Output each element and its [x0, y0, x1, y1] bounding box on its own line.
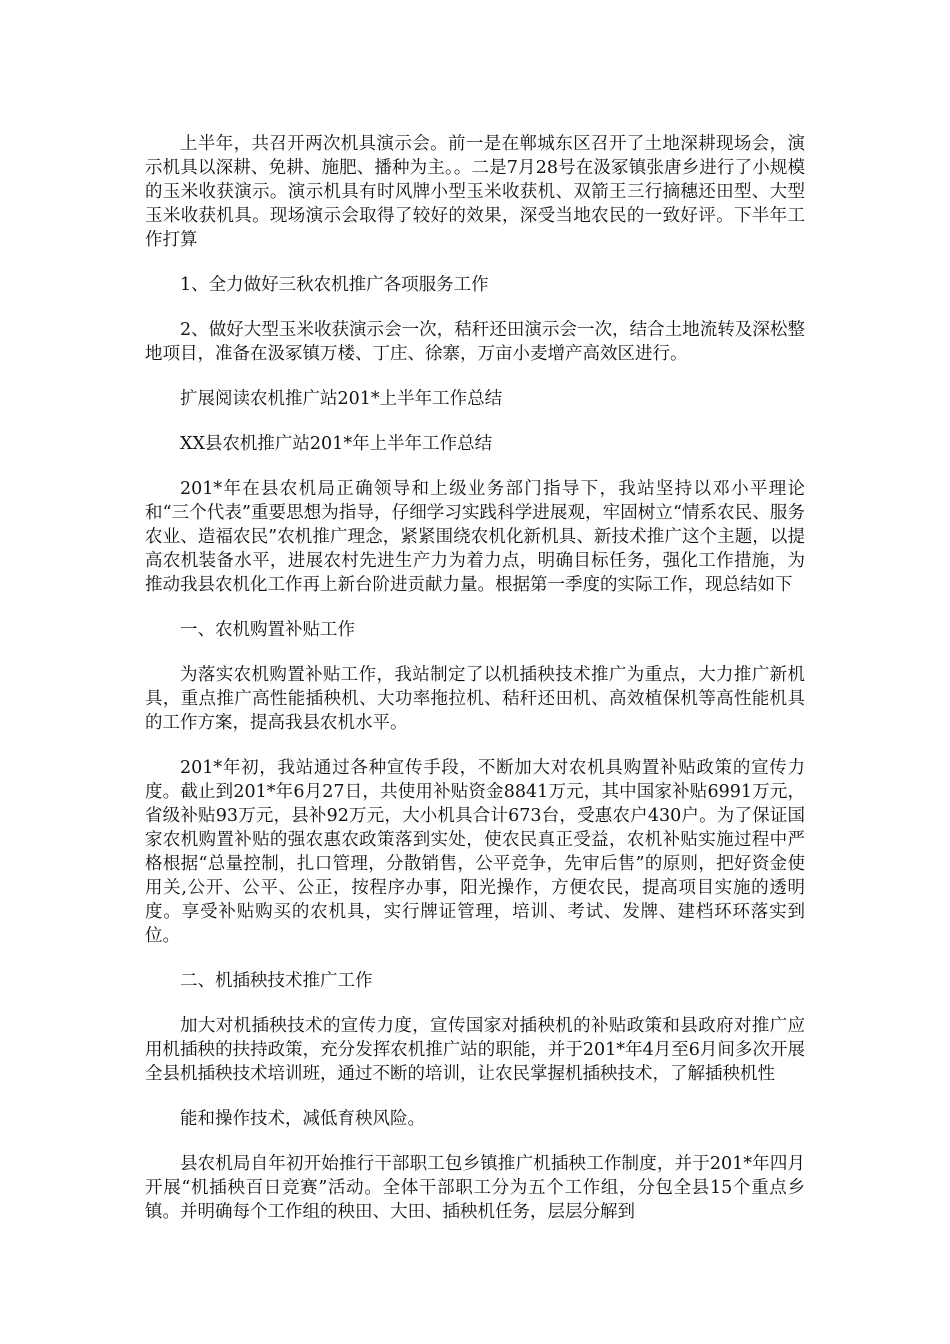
document-body — [145, 132, 805, 1245]
paragraph-5: XX县农机推广站201*年上半年工作总结 — [180, 434, 493, 454]
paragraph-12: 能和操作技术，减低育秧风险。 — [180, 1109, 425, 1129]
paragraph-2: 1、全力做好三秋农机推广各项服务工作 — [180, 275, 489, 295]
paragraph-4: 扩展阅读农机推广站201*上半年工作总结 — [180, 389, 503, 409]
paragraph-9: 201*年初，我站通过各种宣传手段，不断加大对农机具购置补贴政策的宣传力度。截止到201*年6月27日，共使用补贴资金8841万元，其中国家补贴6991万元，省级补贴93万元，县补92万元，大小机具合计673台，受惠农户430户。为了保证国家农机购置补贴的强农惠农政策落到实处，使农民真正受益，农机补贴实施过程中严格根据“总量控制，扎口管理，分散销售，公平竞争，先审后售”的原则，把好资金使用关,公开、公平、公正，按程序办事，阳光操作，方便农民，提高项目实施的透明度。享受补贴购买的农机具，实行牌证管理，培训、考试、发牌、建档环环落实到位。 — [145, 758, 805, 946]
paragraph-1: 上半年，共召开两次机具演示会。前一是在郸城东区召开了土地深耕现场会，演示机具以深耕、免耕、施肥、播种为主。。二是7月28号在汲冢镇张唐乡进行了小规模的玉米收获演示。演示机具有时风牌小型玉米收获机、双箭王三行摘穗还田型、大型玉米收获机具。现场演示会取得了较好的效果，深受当地农民的一致好评。下半年工作打算 — [145, 134, 805, 250]
paragraph-11: 加大对机插秧技术的宣传力度，宣传国家对插秧机的补贴政策和县政府对推广应用机插秧的扶持政策，充分发挥农机推广站的职能，并于201*年4月至6月间多次开展全县机插秧技术培训班，通过不断的培训，让农民掌握机插秧技术，了解插秧机性 — [145, 1016, 805, 1084]
paragraph-6: 201*年在县农机局正确领导和上级业务部门指导下，我站坚持以邓小平理论和“三个代表”重要思想为指导，仔细学习实践科学进展观，牢固树立“情系农民、服务农业、造福农民”农机推广理念，紧紧围绕农机化新机具、新技术推广这个主题，以提高农机装备水平，进展农村先进生产力为着力点，明确目标任务，强化工作措施，为推动我县农机化工作再上新台阶进贡献力量。根据第一季度的实际工作，现总结如下 — [145, 479, 805, 595]
paragraph-10: 二、机插秧技术推广工作 — [180, 971, 373, 991]
paragraph-8: 为落实农机购置补贴工作，我站制定了以机插秧技术推广为重点，大力推广新机具，重点推广高性能插秧机、大功率拖拉机、秸秆还田机、高效植保机等高性能机具的工作方案，提高我县农机水平。 — [145, 665, 805, 733]
paragraph-7: 一、农机购置补贴工作 — [180, 620, 355, 640]
paragraph-13: 县农机局自年初开始推行干部职工包乡镇推广机插秧工作制度，并于201*年四月开展“机插秧百日竞赛”活动。全体干部职工分为五个工作组，分包全县15个重点乡镇。并明确每个工作组的秧田、大田、插秧机任务，层层分解到 — [145, 1154, 805, 1222]
paragraph-3: 2、做好大型玉米收获演示会一次，秸秆还田演示会一次，结合土地流转及深松整地项目，准备在汲冢镇万楼、丁庄、徐寨，万亩小麦增产高效区进行。 — [145, 320, 805, 364]
